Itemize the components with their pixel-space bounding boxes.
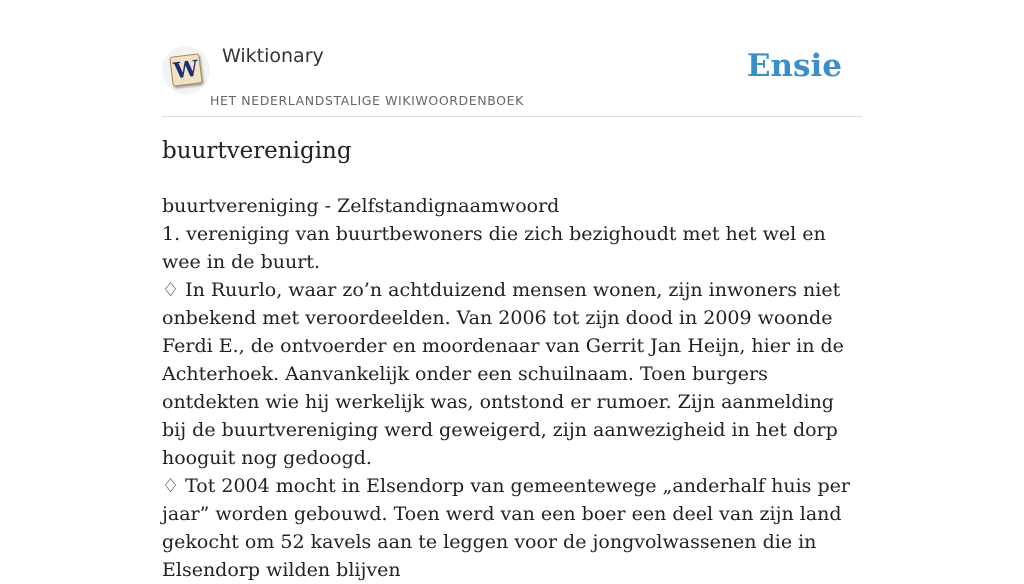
logo-tile-icon [169,53,202,86]
site-tagline: HET NEDERLANDSTALIGE WIKIWOORDENBOEK [210,93,524,108]
site-name[interactable]: Wiktionary [222,45,324,67]
site-header [162,0,862,117]
page [162,0,862,581]
example-sentence: ♢ Tot 2004 mocht in Elsendorp van gemeentewege „anderhalf huis per jaar” worden gebouwd. Toen werd van een boer een deel van zijn land gekocht om 52 kavels aan te leggen voor de jongvolwassenen die in Elsendorp wilden blijven [162,475,850,581]
page-title: buurtvereniging [162,138,352,164]
entry-content [162,192,862,584]
ensie-brand-link[interactable]: Ensie [746,48,842,84]
example-sentence: ♢ In Ruurlo, waar zo’n achtduizend mensen wonen, zijn inwoners niet onbekend met veroordeelden. Van 2006 tot zijn dood in 2009 woonde Ferdi E., de ontvoerder en moordenaar van Gerrit Jan Heijn, hier in de Achterhoek. Aanvankelijk onder een schuilnaam. Toen burgers ontdekten wie hij werkelijk was, ontstond er rumoer. Zijn aanmelding bij de buurtvereniging werd geweigerd, zijn aanwezigheid in het dorp hooguit nog gedoogd. [162,279,844,469]
wiktionary-logo[interactable] [162,46,210,94]
part-of-speech-line: buurtvereniging - Zelfstandignaamwoord [162,195,560,217]
definition: 1. vereniging van buurtbewoners die zich bezighoudt met het wel en wee in de buurt. [162,223,826,273]
logo-letter: W [172,55,200,85]
